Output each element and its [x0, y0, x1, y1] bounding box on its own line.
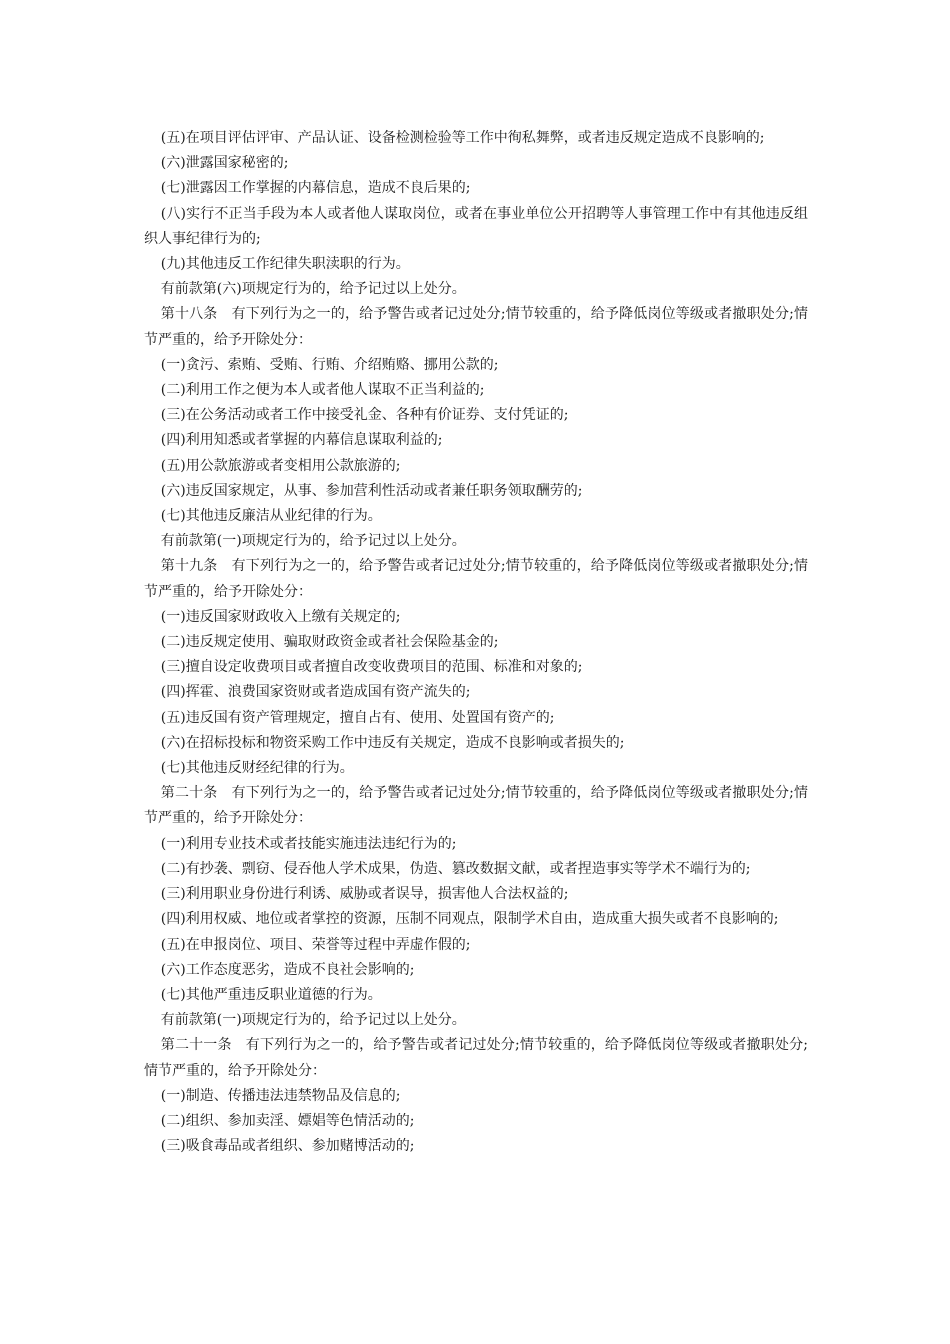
article-21-item-3: (三)吸食毒品或者组织、参加赌博活动的; [160, 1138, 415, 1155]
paragraph-item-9: (九)其他违反工作纪律失职渎职的行为。 [160, 256, 410, 273]
article-21-item-2: (二)组织、参加卖淫、嫖娼等色情活动的; [160, 1112, 415, 1129]
article-18-item-1: (一)贪污、索贿、受贿、行贿、介绍贿赂、挪用公款的; [160, 356, 499, 373]
article-20-item-7: (七)其他严重违反职业道德的行为。 [160, 986, 382, 1003]
paragraph-item-7: (七)泄露因工作掌握的内幕信息，造成不良后果的; [160, 180, 471, 197]
article-20-item-5: (五)在申报岗位、项目、荣誉等过程中弄虚作假的; [160, 936, 471, 953]
paragraph-item-8: (八)实行不正当手段为本人或者他人谋取岗位，或者在事业单位公开招聘等人事管理工作中有其他违反组织人事纪律行为的; [144, 205, 808, 247]
article-20-item-2: (二)有抄袭、剽窃、侵吞他人学术成果，伪造、篡改数据文献，或者捏造事实等学术不端行为的; [160, 860, 751, 877]
paragraph-item-6: (六)泄露国家秘密的; [160, 155, 289, 172]
paragraph-item-5: (五)在项目评估评审、产品认证、设备检测检验等工作中徇私舞弊，或者违反规定造成不良影响的; [160, 130, 765, 146]
article-21-item-1: (一)制造、传播违法违禁物品及信息的; [160, 1087, 401, 1104]
document-body [144, 126, 808, 1159]
article-20-item-3: (三)利用职业身份进行利诱、威胁或者误导，损害他人合法权益的; [160, 886, 569, 903]
article-18-item-5: (五)用公款旅游或者变相用公款旅游的; [160, 457, 401, 474]
article-18-item-4: (四)利用知悉或者掌握的内幕信息谋取利益的; [160, 432, 443, 449]
article-19-item-2: (二)违反规定使用、骗取财政资金或者社会保险基金的; [160, 634, 499, 651]
article-18-item-6: (六)违反国家规定，从事、参加营利性活动或者兼任职务领取酬劳的; [160, 482, 583, 499]
article-18-item-3: (三)在公务活动或者工作中接受礼金、各种有价证券、支付凭证的; [160, 407, 569, 424]
article-19-item-1: (一)违反国家财政收入上缴有关规定的; [160, 608, 401, 625]
paragraph-note: 有前款第(六)项规定行为的，给予记过以上处分。 [160, 281, 466, 298]
article-19-item-4: (四)挥霍、浪费国家资财或者造成国有资产流失的; [160, 684, 471, 701]
article-19-item-7: (七)其他违反财经纪律的行为。 [160, 760, 354, 777]
article-20-item-1: (一)利用专业技术或者技能实施违法违纪行为的; [160, 835, 457, 852]
article-19-item-6: (六)在招标投标和物资采购工作中违反有关规定，造成不良影响或者损失的; [160, 734, 625, 751]
article-18-heading: 第十八条 有下列行为之一的，给予警告或者记过处分;情节较重的，给予降低岗位等级或者撤职处分;情节严重的，给予开除处分： [144, 306, 808, 348]
article-19-item-3: (三)擅自设定收费项目或者擅自改变收费项目的范围、标准和对象的; [160, 659, 583, 676]
article-18-note: 有前款第(一)项规定行为的，给予记过以上处分。 [160, 533, 466, 550]
article-20-item-6: (六)工作态度恶劣，造成不良社会影响的; [160, 961, 415, 978]
article-18-item-7: (七)其他违反廉洁从业纪律的行为。 [160, 508, 382, 525]
article-20-note: 有前款第(一)项规定行为的，给予记过以上处分。 [160, 1012, 466, 1029]
article-20-item-4: (四)利用权威、地位或者掌控的资源，压制不同观点，限制学术自由，造成重大损失或者不良影响的; [160, 911, 779, 928]
article-19-heading: 第十九条 有下列行为之一的，给予警告或者记过处分;情节较重的，给予降低岗位等级或者撤职处分;情节严重的，给予开除处分： [144, 558, 808, 600]
article-21-heading: 第二十一条 有下列行为之一的，给予警告或者记过处分;情节较重的，给予降低岗位等级或者撤职处分;情节严重的，给予开除处分： [144, 1037, 808, 1079]
article-20-heading: 第二十条 有下列行为之一的，给予警告或者记过处分;情节较重的，给予降低岗位等级或者撤职处分;情节严重的，给予开除处分： [144, 785, 808, 827]
article-18-item-2: (二)利用工作之便为本人或者他人谋取不正当利益的; [160, 382, 485, 399]
article-19-item-5: (五)违反国有资产管理规定，擅自占有、使用、处置国有资产的; [160, 709, 555, 726]
